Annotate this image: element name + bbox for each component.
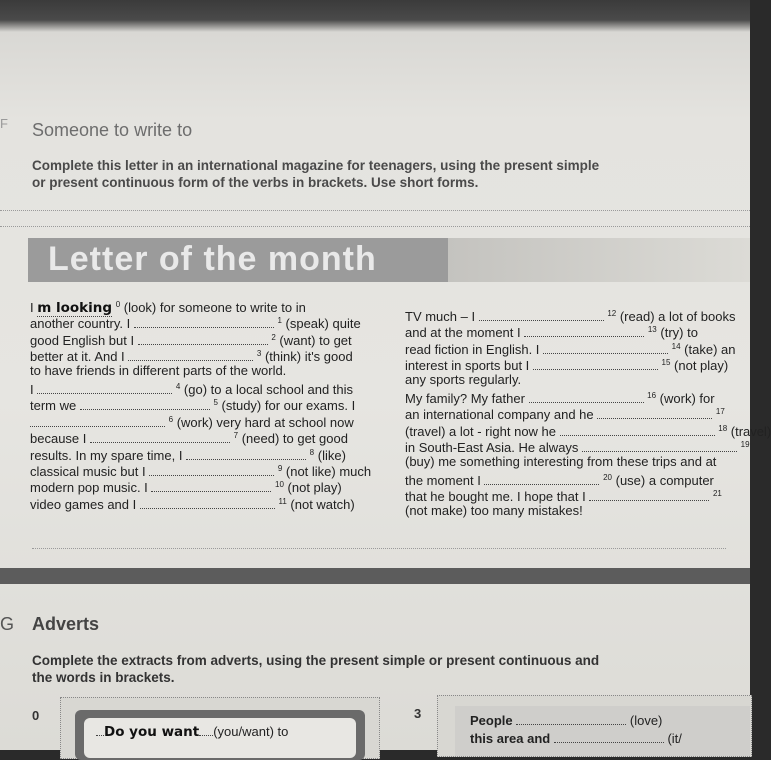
letter-line: (not make) too many mistakes! bbox=[405, 502, 583, 518]
divider bbox=[0, 226, 750, 227]
letter-line: better at it. And I $^3$ (think) it's good bbox=[30, 349, 353, 365]
section-instruction: Complete the extracts from adverts, using the present simple or present continuous and the words in brackets. bbox=[32, 653, 600, 685]
question-number: 10 bbox=[275, 480, 284, 490]
advert-line bbox=[96, 724, 288, 740]
answer-blank[interactable] bbox=[589, 489, 709, 501]
question-number: 20 bbox=[603, 472, 613, 482]
answer-blank[interactable] bbox=[560, 424, 715, 436]
answer-blank[interactable] bbox=[524, 325, 644, 337]
handwritten-answer: Do you want bbox=[104, 724, 200, 740]
answer-blank[interactable] bbox=[149, 464, 274, 476]
letter-line: video games and I $^{11}$ (not watch) bbox=[30, 496, 355, 512]
section-title: Someone to write to bbox=[32, 120, 193, 140]
question-number: 12 bbox=[607, 309, 617, 318]
answer-blank[interactable] bbox=[90, 431, 230, 443]
question-number: 1 bbox=[277, 316, 282, 326]
letter-line: modern pop music. I $^{10}$ (not play) bbox=[30, 480, 342, 496]
answer-blank[interactable] bbox=[597, 407, 712, 419]
answer-blank[interactable] bbox=[529, 391, 644, 403]
letter-left-column bbox=[30, 297, 371, 510]
divider bbox=[32, 548, 726, 549]
letter-line: in South-East Asia. He always $^{19}$ bbox=[405, 440, 750, 456]
exercise-number: 0 bbox=[32, 708, 40, 723]
question-number: 7 bbox=[233, 431, 239, 441]
letter-line: that he bought me. I hope that I $^{21}$ bbox=[405, 489, 722, 505]
answer-blank[interactable] bbox=[582, 440, 737, 452]
letter-line: any sports regularly. bbox=[405, 371, 522, 387]
answer-blank[interactable] bbox=[37, 382, 172, 394]
letter-line: because I $^7$ (need) to get good bbox=[30, 431, 348, 447]
letter-line: and at the moment I $^{13}$ (try) to bbox=[405, 325, 698, 341]
letter-line: $^6$ (work) very hard at school now bbox=[30, 412, 371, 428]
answer-blank[interactable] bbox=[533, 358, 658, 370]
section-title: Adverts bbox=[32, 614, 100, 634]
letter-line: I m looking $^0$ (look) for someone to write to in bbox=[30, 300, 306, 316]
answer-blank[interactable] bbox=[138, 333, 268, 345]
letter-line: (travel) a lot - right now he $^{18}$ (travel) bbox=[405, 423, 771, 439]
letter-line: (buy) me something interesting from these trips and at bbox=[405, 453, 717, 469]
answer-blank[interactable] bbox=[151, 480, 271, 492]
question-number: 21 bbox=[712, 489, 722, 499]
letter-line: another country. I $^1$ (speak) quite bbox=[30, 316, 361, 332]
answer-blank[interactable] bbox=[128, 349, 253, 361]
letter-line: My family? My father $^{16}$ (work) for bbox=[405, 390, 715, 406]
letter-banner-fade bbox=[448, 238, 750, 282]
letter-right-column bbox=[405, 306, 771, 519]
letter-line: the moment I $^{20}$ (use) a computer bbox=[405, 472, 714, 488]
letter-line: to have friends in different parts of the world. bbox=[30, 362, 287, 378]
letter-line: TV much – I $^{12}$ (read) a lot of books bbox=[405, 309, 736, 324]
verb-prompt: (you/want) to bbox=[213, 724, 289, 739]
answer-blank[interactable] bbox=[134, 316, 274, 328]
divider bbox=[0, 210, 750, 211]
letter-line: an international company and he $^{17}$ bbox=[405, 407, 725, 423]
answer-blank[interactable] bbox=[186, 448, 306, 460]
answer-blank[interactable] bbox=[479, 309, 604, 321]
question-number: 3 bbox=[256, 349, 262, 359]
answer-blank[interactable] bbox=[30, 415, 165, 427]
letter-line: classical music but I $^9$ (not like) much bbox=[30, 463, 372, 479]
section-letter: G bbox=[0, 614, 15, 634]
answer-blank[interactable] bbox=[140, 497, 275, 509]
advert-line: this area and (it/ bbox=[470, 731, 682, 746]
letter-line: term we $^5$ (study) for our exams. I bbox=[30, 398, 356, 414]
advert-line: People (love) bbox=[470, 713, 663, 728]
letter-banner-title: Letter of the month bbox=[48, 240, 377, 278]
question-number: 14 bbox=[671, 341, 681, 351]
exercise-number: 3 bbox=[414, 706, 422, 721]
letter-line: good English but I $^2$ (want) to get bbox=[30, 332, 352, 348]
letter-line: I $^4$ (go) to a local school and this bbox=[30, 381, 354, 397]
question-number: 16 bbox=[647, 390, 657, 400]
question-number: 11 bbox=[278, 496, 287, 506]
question-number: 0 bbox=[115, 300, 121, 309]
section-letter: F bbox=[0, 116, 8, 131]
question-number: 8 bbox=[309, 447, 315, 457]
question-number: 2 bbox=[271, 332, 276, 342]
answer-blank[interactable] bbox=[543, 342, 668, 354]
question-number: 19 bbox=[740, 440, 750, 450]
letter-line: results. In my spare time, I $^8$ (like) bbox=[30, 447, 346, 463]
question-number: 17 bbox=[715, 407, 725, 417]
question-number: 18 bbox=[718, 423, 728, 433]
answer-blank[interactable] bbox=[484, 473, 599, 485]
letter-line: read fiction in English. I $^{14}$ (take) an bbox=[405, 341, 736, 357]
question-number: 4 bbox=[175, 381, 181, 391]
question-number: 9 bbox=[277, 463, 283, 473]
question-number: 15 bbox=[661, 358, 671, 368]
question-number: 13 bbox=[647, 325, 657, 335]
question-number: 5 bbox=[213, 398, 218, 408]
question-number: 6 bbox=[168, 414, 174, 424]
letter-line: interest in sports but I $^{15}$ (not play) bbox=[405, 358, 729, 374]
handwritten-answer[interactable]: m looking bbox=[37, 300, 113, 316]
section-instruction: Complete this letter in an international magazine for teenagers, using the present simple or present continuous form of the verbs in brackets. Use short forms. bbox=[32, 158, 600, 190]
answer-blank[interactable] bbox=[80, 398, 210, 410]
page-band bbox=[0, 568, 750, 584]
